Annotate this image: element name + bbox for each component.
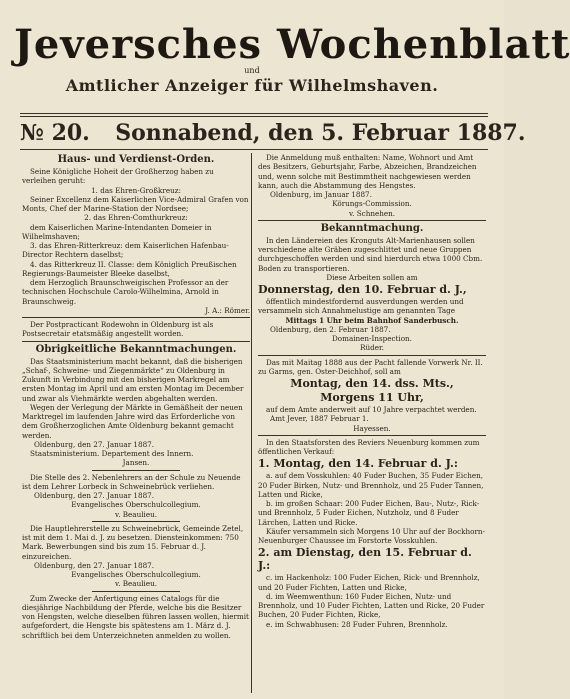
orden-signature: J. A.: Römer. bbox=[205, 305, 250, 315]
bekanntmachung-heading: Bekanntmachung. bbox=[320, 222, 424, 234]
holz-date-2: 2. am Dienstag, den 15. Februar d. J.: bbox=[258, 546, 472, 573]
holz-intro: In den Staatsforsten des Reviers Neuenburg kommen zum öffentlichen Verkauf: bbox=[258, 437, 480, 456]
holz-item-d: d. im Weemwenthun: 160 Fuder Eichen, Nutz- und Brennholz, und 10 Fuder Fichten, Latten und Ricke, 20 Fuder Buchen, 20 Fuder Fichten, Ricke, bbox=[258, 591, 485, 620]
haupt-paragraph: Die Hauptlehrerstelle zu Schweinebrück, Gemeinde Zetel, ist mit dem 1. Mai d. J. zu besetzen. Diensteinkommen: 750 Mark. Bewerbungen sind bis zum 15. Februar d. J. einzureichen. bbox=[22, 523, 244, 561]
verpachtung-signature: Hayessen. bbox=[353, 423, 391, 433]
bek-org: Domainen-Inspection. bbox=[332, 334, 412, 343]
divider bbox=[92, 521, 180, 522]
anmeldung-paragraph: Die Anmeldung muß enthalten: Name, Wohnort und Amt des Besitzers, Geburtsjahr, Farbe, Abzeichen, Brandzeichen und, wenn solche mit Bestimmtheit nachgewiesen werden kann, auch die Abstammung des Hengstes. bbox=[258, 153, 477, 190]
orden-heading: Haus- und Verdienst-Orden. bbox=[57, 154, 215, 165]
haupt-signature: v. Beaulieu. bbox=[115, 579, 157, 589]
verpachtung-paragraph-2: auf dem Amte anderweit auf 10 Jahre verpachtet werden. bbox=[266, 405, 477, 414]
dateline bbox=[20, 119, 526, 147]
katalog-paragraph: Zum Zwecke der Anfertigung eines Catalogs für die diesjährige Nachbildung der Pferde, welche bis die Besitzer von Hengsten, welche dieselben führen lassen wollen, hiermit aufgefordert, die Hengste bis spätestens am 1. März d. J. schriftlich bei dem Unterzeichneten anmelden zu wollen. bbox=[22, 593, 249, 640]
obrigkeitliche-heading: Obrigkeitliche Bekanntmachungen. bbox=[35, 343, 237, 355]
anmeldung-signature: v. Schnehen. bbox=[348, 208, 396, 218]
obrig-paragraph-1: Das Staatsministerium macht bekannt, daß die bisherigen „Schaf-, Schweine- und Ziegenmärkte“ zu Oldenburg in Zukunft in Verbindung mit den bisherigen Markregel am ersten Montag im April und am ersten Montag im December und zwar als Viehmärkte werden abgehalten werden. bbox=[22, 356, 244, 403]
bek-paragraph-3: öffentlich mindestfordernd ausverdungen werden und versammeln sich Annahmelustige am genannten Tage bbox=[258, 297, 464, 316]
divider bbox=[92, 591, 180, 592]
verpachtung-date-1: Montag, den 14. dss. Mts., bbox=[290, 377, 454, 390]
masthead-und: und bbox=[244, 66, 260, 75]
obrig-signature: Jansen. bbox=[122, 458, 150, 468]
holz-kaeufer: Käufer versammeln sich Morgens 10 Uhr auf der Bockhorn-Neuenburger Chaussee im Forstorte Vosskuhlen. bbox=[258, 526, 485, 545]
orden-line-2: Seiner Excellenz dem Kaiserlichen Vice-Admiral Grafen von Monts, Chef der Marine-Station der Nordsee; bbox=[22, 194, 249, 213]
orden-line-4: dem Kaiserlichen Marine-Intendanten Domeier in Wilhelmshaven; bbox=[22, 222, 212, 241]
top-rule bbox=[20, 113, 488, 114]
orden-line-5: 3. das Ehren-Ritterkreuz: dem Kaiserlichen Hafenbau-Director Rechtern daselbst; bbox=[22, 241, 229, 260]
divider bbox=[258, 435, 486, 436]
orden-line-1: 1. das Ehren-Großkreuz: bbox=[91, 185, 181, 195]
obrig-department: Staatsministerium. Departement des Innern. bbox=[30, 449, 194, 458]
holz-item-e: e. im Schwabhusen: 28 Fuder Fuhren, Brennholz. bbox=[266, 619, 448, 629]
bek-date-headline: Donnerstag, den 10. Februar d. J., bbox=[258, 283, 467, 296]
column-separator bbox=[251, 153, 252, 693]
bek-signature: Rüder. bbox=[360, 343, 384, 353]
holz-item-c: c. im Hackenholz: 100 Fuder Eichen, Rick- und Brennholz, und 20 Fuder Fichten, Latten und Ricke, bbox=[258, 573, 480, 592]
orden-line-6: 4. das Ritterkreuz II. Classe: dem Königlich Preußischen Regierungs-Baumeister Bleeke daselbst, bbox=[22, 259, 237, 278]
schule-signature: v. Beaulieu. bbox=[115, 509, 157, 519]
orden-intro: Seine Königliche Hoheit der Großherzog haben zu verleihen geruht: bbox=[22, 167, 214, 186]
anmeldung-date: Oldenburg, im Januar 1887. bbox=[270, 190, 372, 199]
schule-org: Evangelisches Oberschulcollegium. bbox=[71, 500, 201, 510]
bek-paragraph: In den Ländereien des Kronguts Alt-Marienhausen sollen verschiedene alte Gräben zugeschlittet und neue Gruppen durchgeschoffen werden und sind hierdurch etwa 1000 Cbm. Boden zu transportieren. bbox=[258, 235, 483, 273]
divider bbox=[258, 220, 486, 221]
divider bbox=[22, 341, 250, 342]
masthead-subtitle: Amtlicher Anzeiger für Wilhelmshaven. bbox=[65, 76, 439, 95]
orden-line-3: 2. das Ehren-Comthurkreuz: bbox=[84, 213, 188, 223]
haupt-org: Evangelisches Oberschulcollegium. bbox=[71, 570, 201, 579]
divider bbox=[258, 355, 486, 356]
issue-date: Sonnabend, den 5. Februar 1887. bbox=[115, 120, 526, 146]
obrig-paragraph-2: Wegen der Verlegung der Märkte in Gemäßheit der neuen Marktregel im laufenden Jahre wird das Erforderliche von dem Großherzoglichen Amte Oldenburg bekannt gemacht werden. bbox=[22, 402, 243, 440]
holz-date-1: 1. Montag, den 14. Februar d. J.: bbox=[258, 457, 458, 471]
bek-paragraph-2: Diese Arbeiten sollen am bbox=[326, 272, 418, 282]
schule-paragraph: Die Stelle des 2. Nebenlehrers an der Schule zu Neuende ist dem Lehrer Lorbeck in Schweinebrück verliehen. bbox=[22, 472, 241, 491]
obrig-date: Oldenburg, den 27. Januar 1887. bbox=[34, 439, 155, 449]
verpachtung-date-2: Morgens 11 Uhr, bbox=[320, 391, 424, 404]
bek-date: Oldenburg, den 2. Februar 1887. bbox=[270, 324, 391, 334]
orden-line-7: dem Herzoglich Braunschweigischen Professor an der technischen Hochschule Carolo-Wilhelmina, Arnold in Braunschweig. bbox=[22, 278, 229, 306]
issue-number: № 20. bbox=[20, 120, 90, 146]
holz-item-b: b. im großen Schaar: 200 Fuder Eichen, Bau-, Nutz-, Rick- und Brennholz, 5 Fuder Eichen, Nutzholz, und 8 Fuder Lärchen, Latten und Ricke. bbox=[258, 499, 480, 527]
divider bbox=[22, 317, 250, 318]
anmeldung-org: Körungs-Commission. bbox=[332, 199, 412, 209]
verpachtung-paragraph: Das mit Maitag 1888 aus der Pacht fallende Vorwerk Nr. II. zu Garms, gen. Oster-Deichhof, soll am bbox=[258, 357, 483, 376]
divider bbox=[92, 470, 180, 471]
left-column bbox=[22, 153, 250, 693]
verpachtung-date: Amt Jever, 1887 Februar 1. bbox=[270, 414, 369, 424]
right-column bbox=[258, 153, 486, 693]
schule-date: Oldenburg, den 27. Januar 1887. bbox=[34, 491, 155, 500]
holz-item-a: a. auf dem Vosskuhlen: 40 Fuder Buchen, 35 Fuder Eichen, 20 Fuder Birken, Nutz- und Brennholz, und 25 Fuder Tannen, Latten und Ricke, bbox=[258, 471, 484, 499]
dateline-rule bbox=[20, 149, 488, 150]
top-rule-thin bbox=[20, 116, 488, 117]
bek-meeting: Mittags 1 Uhr beim Bahnhof Sanderbusch. bbox=[285, 315, 459, 325]
post-notice: Der Postpracticant Rodewohn in Oldenburg ist als Postsecretair etatsmäßig angestellt worden. bbox=[22, 320, 214, 339]
haupt-date: Oldenburg, den 27. Januar 1887. bbox=[34, 560, 155, 570]
masthead-title: Jeversches Wochenblatt bbox=[14, 21, 570, 68]
